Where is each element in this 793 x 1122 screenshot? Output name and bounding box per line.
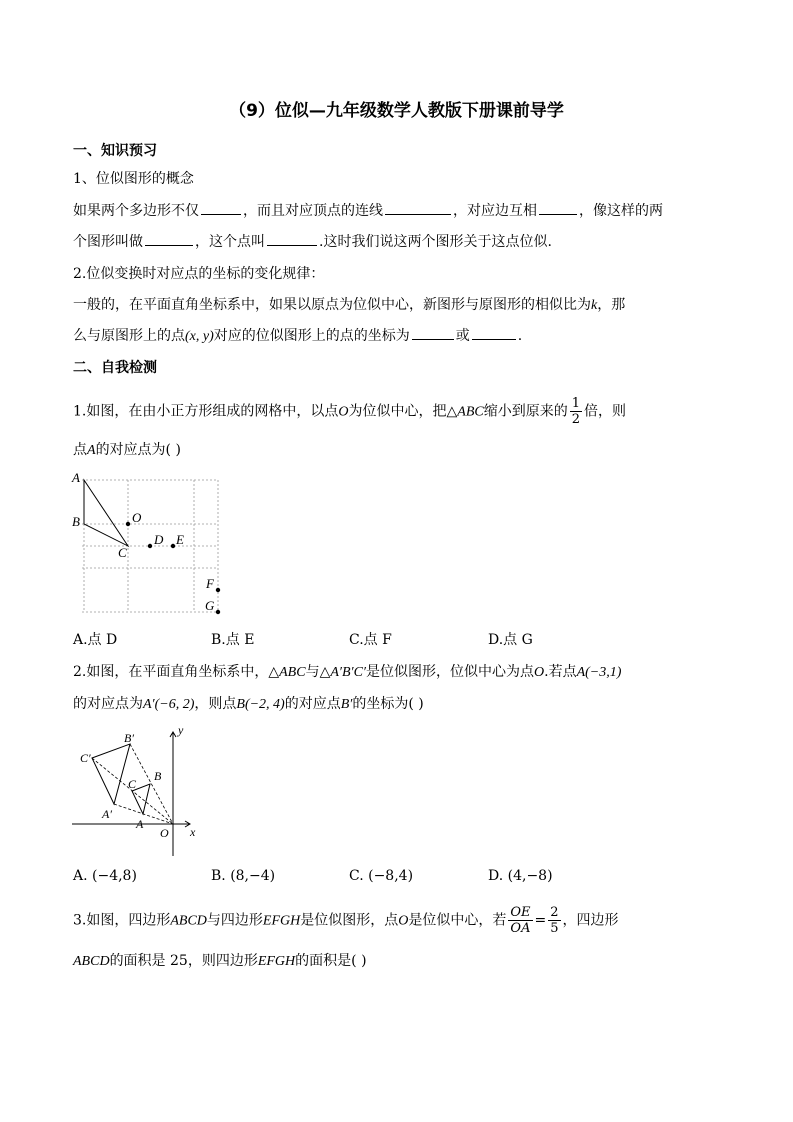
text-run: 为位似中心，把△ [348, 403, 458, 420]
question-1-line-1 [73, 396, 723, 427]
fraction-denominator: OA [510, 921, 531, 936]
equals-sign: = [534, 912, 547, 929]
text-run: 是位似图形，点 [300, 912, 399, 929]
text-run: .这时我们说这两个图形关于这点位似. [319, 234, 552, 250]
text-run: 如果两个多边形不仅 [73, 203, 199, 219]
text-run: ，那 [597, 297, 626, 313]
math-symbol: EFGH [257, 954, 296, 969]
fraction-two-fifths [548, 905, 560, 936]
coordinate-rule-heading: 2.位似变换时对应点的坐标的变化规律： [73, 266, 325, 282]
text-run: 3.如图，四边形 [73, 912, 171, 929]
math-symbol: A′(−6, 2) [143, 697, 195, 712]
math-symbol: A(−3,1) [576, 665, 622, 680]
text-run: 个图形叫做 [73, 234, 143, 250]
text-run: 2.如图，在平面直角坐标系中，△ [73, 664, 280, 680]
math-symbol: ABCD [170, 913, 207, 929]
text-run: 的对应点为( ) [95, 442, 181, 458]
concept-line-1 [73, 200, 723, 220]
text-run: ，这个点叫 [195, 234, 265, 250]
text-run: 的对应点 [284, 696, 341, 712]
fraction-numerator: 2 [550, 905, 559, 920]
triangle-a2b2c2 [92, 744, 130, 804]
fraction-denominator: 5 [550, 921, 559, 936]
point-expression: (x, y) [185, 329, 214, 344]
label-y: y [178, 723, 184, 737]
fraction-numerator: OE [510, 905, 531, 920]
label-e: E [176, 532, 184, 547]
text-run: 是位似中心，若 [408, 912, 507, 929]
label-a: A [136, 817, 144, 831]
q2-option-c[interactable]: C. (−8,4) [349, 868, 414, 884]
label-c-prime: C′ [80, 751, 91, 765]
text-run: ，则点 [194, 696, 237, 712]
question-2-line-2 [73, 693, 723, 713]
math-symbol: ABCD [73, 954, 110, 969]
label-b: B [154, 769, 162, 783]
question-1-line-2 [73, 439, 723, 459]
text-run: 点 [73, 442, 87, 458]
answer-blank-3[interactable] [539, 200, 577, 215]
math-symbol: A [87, 443, 96, 458]
label-f: F [206, 576, 214, 591]
text-run: 的坐标为( ) [352, 696, 424, 712]
answer-blank-6[interactable] [412, 325, 454, 340]
text-run: . [517, 328, 523, 344]
label-o: O [132, 510, 142, 525]
label-b: B [72, 514, 80, 529]
math-symbol: B′ [340, 697, 353, 712]
question-3-line-1 [73, 905, 723, 936]
text-run: 或 [455, 328, 470, 344]
text-run: 缩小到原来的 [483, 403, 568, 420]
question-2-coordinate-figure [70, 722, 210, 862]
q2-option-d[interactable]: D. (4,−8) [488, 868, 553, 884]
label-x: x [190, 825, 196, 839]
text-run: 1.如图，在由小正方形组成的网格中，以点 [73, 403, 339, 420]
answer-blank-2[interactable] [385, 200, 451, 215]
text-run: 的对应点为 [73, 696, 143, 712]
text-run: ，像这样的两 [579, 203, 663, 219]
math-symbol: EFGH [262, 913, 301, 929]
text-run: 的面积是( ) [295, 953, 367, 969]
fraction-numerator: 1 [571, 396, 580, 411]
label-g: G [205, 598, 215, 613]
q1-option-c[interactable]: C.点 F [349, 632, 392, 648]
text-run: .若点 [544, 664, 577, 680]
triangle-abc [84, 480, 128, 546]
answer-blank-7[interactable] [472, 325, 516, 340]
text-run: 么与原图形上的点 [73, 328, 185, 344]
math-symbol: O [338, 404, 349, 420]
answer-blank-4[interactable] [145, 231, 193, 246]
coordinate-rule-line-1 [73, 294, 723, 314]
math-symbol: O [398, 913, 409, 929]
page-title: （9）位似—九年级数学人教版下册课前导学 [229, 101, 564, 121]
text-run: ，四边形 [562, 912, 619, 929]
math-symbol: ABC [279, 665, 306, 680]
fraction-denominator: 2 [571, 412, 580, 427]
text-run: ，而且对应顶点的连线 [243, 203, 383, 219]
q1-option-a[interactable]: A.点 D [73, 632, 118, 648]
q1-option-b[interactable]: B.点 E [211, 632, 255, 648]
point-f [216, 588, 220, 592]
concept-heading: 1、位似图形的概念 [73, 171, 194, 187]
section-heading-preview: 一、知识预习 [73, 143, 157, 159]
label-d: D [154, 532, 164, 547]
point-e [171, 544, 175, 548]
answer-blank-1[interactable] [201, 200, 241, 215]
text-run: 倍，则 [584, 403, 626, 420]
q2-option-b[interactable]: B. (8,−4) [211, 868, 276, 884]
text-run: 的面积是 25，则四边形 [109, 953, 258, 969]
point-d [148, 544, 152, 548]
math-symbol: O [534, 665, 545, 680]
label-a: A [72, 470, 80, 485]
label-c: C [128, 777, 137, 791]
math-symbol: B(−2, 4) [236, 697, 285, 712]
concept-line-2 [73, 231, 723, 251]
text-run: 与四边形 [206, 912, 263, 929]
math-symbol: A′B′C′ [330, 665, 366, 680]
text-run: 与△ [305, 664, 331, 680]
text-run: 对应的位似图形上的点的坐标为 [213, 328, 410, 344]
point-g [216, 610, 220, 614]
question-2-line-1 [73, 661, 723, 681]
label-a-prime: A′ [102, 807, 112, 821]
ratio-symbol: k [591, 298, 598, 313]
text-run: 一般的，在平面直角坐标系中，如果以原点为位似中心，新图形与原图形的相似比为 [73, 297, 591, 313]
question-3-line-2 [73, 950, 723, 970]
section-heading-self-check: 二、自我检测 [73, 360, 157, 376]
q2-option-a[interactable]: A. (−4,8) [73, 868, 137, 884]
math-symbol: ABC [457, 404, 484, 420]
fraction-one-half [570, 396, 582, 427]
text-run: 是位似图形，位似中心为点 [366, 664, 534, 680]
q1-option-d[interactable]: D.点 G [488, 632, 533, 648]
label-c: C [118, 545, 127, 560]
label-b-prime: B′ [124, 731, 134, 745]
question-1-grid-figure [70, 468, 230, 618]
label-o: O [160, 826, 169, 840]
answer-blank-5[interactable] [267, 231, 317, 246]
point-o [126, 522, 130, 526]
coordinate-rule-line-2 [73, 325, 723, 345]
fraction-oe-oa [508, 905, 532, 936]
text-run: ，对应边互相 [453, 203, 537, 219]
